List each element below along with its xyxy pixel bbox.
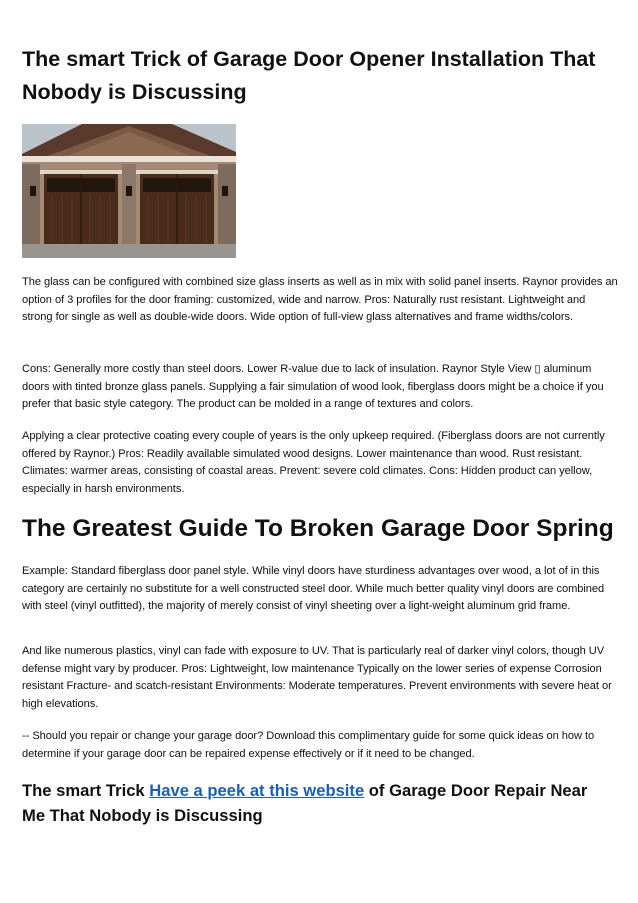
paragraph-4: Example: Standard fiberglass door panel style. While vinyl doors have sturdiness advantages over wood, a lot of in this category are certainly no substitute for a well constructed steel door. While much better quality vinyl doors are combined with steel (vinyl outfitted), the majority of merely consist of vinyl sheeting over a light-weight aluminum grid frame. bbox=[22, 565, 605, 613]
subsection-heading bbox=[22, 779, 612, 828]
heading-text-after: of Garage Door Repair Near Me That Nobody is Discussing bbox=[22, 781, 588, 825]
page-title: The smart Trick of Garage Door Opener Installation That Nobody is Discussing bbox=[22, 47, 596, 104]
heading-text-before: The smart Trick bbox=[22, 781, 150, 800]
section-heading: The Greatest Guide To Broken Garage Door Spring bbox=[22, 515, 614, 542]
garage-door-photo bbox=[22, 124, 236, 258]
paragraph-3: Applying a clear protective coating every couple of years is the only upkeep required. (Fiberglass doors are not currently offered by Raynor.) Pros: Readily available simulated wood designs. Lower maintenance than wood. Rust resistant. Climates: warmer areas, consisting of coastal areas. Prevent: severe cold climates. Cons: Hidden product can yellow, especially in harsh environments. bbox=[22, 430, 605, 495]
paragraph-1: The glass can be configured with combined size glass inserts as well as in mix with solid panel inserts. Raynor provides an option of 3 profiles for the door framing: customized, wide and narrow. Pros: Naturally rust resistant. Lightweight and strong for single as well as double-wide doors. Wide option of full-view glass alternatives and frame widths/colors. bbox=[22, 276, 618, 324]
garage-image-illustration bbox=[22, 124, 236, 258]
website-link[interactable]: Have a peek at this website bbox=[149, 781, 365, 800]
paragraph-6: -- Should you repair or change your garage door? Download this complimentary guide for some quick ideas on how to determine if your garage door can be repaired expense effectively or if it need to be changed. bbox=[22, 730, 595, 760]
paragraph-5: And like numerous plastics, vinyl can fade with exposure to UV. That is particularly real of darker vinyl colors, though UV defense might vary by producer. Pros: Lightweight, low maintenance Typically on the lower series of expense Corrosion resistant Fracture- and scatch-resistant Environments: Moderate temperatures. Prevent environments with severe heat or high elevations. bbox=[22, 645, 612, 710]
paragraph-2: Cons: Generally more costly than steel doors. Lower R-value due to lack of insulation. Raynor Style View ▯ aluminum doors with tinted bronze glass panels. Supplying a fair simulation of wood look, fiberglass doors might be a choice if you prefer that basic style category. The product can be molded in a range of textures and colors. bbox=[22, 363, 604, 411]
